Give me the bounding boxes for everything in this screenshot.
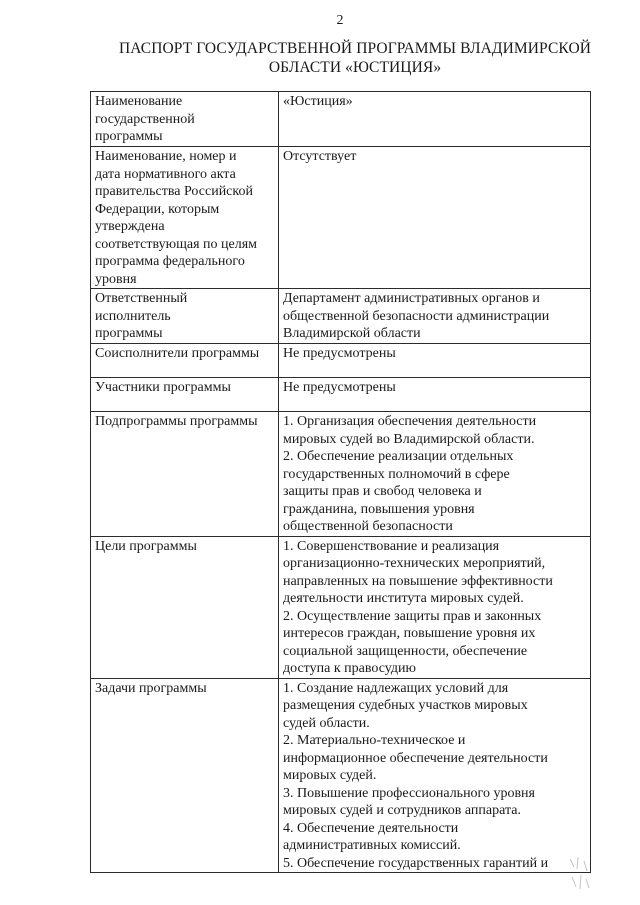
row-value-line: мировых судей. <box>283 768 377 783</box>
row-label-line: утверждена <box>95 219 165 234</box>
program-passport-table <box>90 91 591 873</box>
document-title <box>90 39 620 77</box>
row-label-line: уровня <box>95 271 137 287</box>
row-label-line: программы <box>95 326 163 341</box>
row-value-line: 1. Создание надлежащих условий для <box>283 680 509 696</box>
row-label-line: Наименование, номер и <box>95 149 237 164</box>
row-value-line: направленных на повышение эффективности <box>283 573 553 589</box>
row-label-line: Задачи программы <box>95 680 207 696</box>
row-label-line: Соисполнители программы <box>95 346 260 361</box>
row-value-line: административных комиссий. <box>283 838 461 853</box>
row-value-line: Владимирской области <box>283 326 421 341</box>
row-value-line: судей области. <box>283 715 370 731</box>
row-label-cell <box>91 92 279 147</box>
row-label-line: Наименование <box>95 94 183 109</box>
row-value-line: общественной безопасности администрации <box>283 308 550 324</box>
row-value-line: «Юстиция» <box>283 94 353 109</box>
document-title-line: ОБЛАСТИ «ЮСТИЦИЯ» <box>268 59 442 76</box>
row-value-cell <box>279 678 591 873</box>
row-value-line: интересов граждан, повышение уровня их <box>283 626 536 641</box>
row-value-line: Отсутствует <box>283 149 357 164</box>
row-value-line: информационное обеспечение деятельности <box>283 750 548 766</box>
table-row-program-name <box>91 92 591 147</box>
row-value-line: Департамент административных органов и <box>283 291 540 306</box>
row-value-line: гражданина, повышения уровня <box>283 501 475 517</box>
row-value-line: 5. Обеспечение государственных гарантий и <box>283 855 549 871</box>
row-value-line: Не предусмотрены <box>283 380 396 395</box>
row-label-cell <box>91 289 279 344</box>
table-row-responsible-executor <box>91 289 591 344</box>
row-value-line: деятельности института мировых судей. <box>283 591 524 606</box>
row-value-line: размещения судебных участков мировых <box>283 698 528 713</box>
row-label-line: Подпрограммы программы <box>95 414 258 429</box>
row-value-cell <box>279 536 591 678</box>
row-label-line: правительства Российской <box>95 184 253 199</box>
row-value-line: мировых судей во Владимирской области. <box>283 431 535 447</box>
row-value-line: общественной безопасности <box>283 519 453 534</box>
row-label-line: дата нормативного акта <box>95 166 236 182</box>
row-label-line: соответствующая по целям <box>95 236 258 252</box>
row-label-line: программа федерального <box>95 254 245 269</box>
row-label-cell <box>91 678 279 873</box>
row-value-cell <box>279 92 591 147</box>
row-label-cell <box>91 147 279 289</box>
row-value-line: 1. Организация обеспечения деятельности <box>283 414 537 429</box>
table-row-goals <box>91 536 591 678</box>
row-value-line: Не предусмотрены <box>283 346 396 361</box>
row-value-line: мировых судей и сотрудников аппарата. <box>283 803 521 818</box>
row-value-line: 4. Обеспечение деятельности <box>283 820 459 836</box>
row-value-line: 3. Повышение профессионального уровня <box>283 785 535 801</box>
page-number: 2 <box>336 13 344 28</box>
row-value-line: 2. Обеспечение реализации отдельных <box>283 449 514 464</box>
row-value-line: доступа к правосудию <box>283 661 416 676</box>
row-value-cell <box>279 378 591 412</box>
table-row-subprograms <box>91 412 591 537</box>
row-label-line: программы <box>95 129 163 144</box>
table-row-co-executors <box>91 344 591 378</box>
row-value-cell <box>279 344 591 378</box>
row-label-line: государственной <box>95 111 195 127</box>
row-value-line: 2. Материально-техническое и <box>283 733 466 748</box>
table-row-tasks <box>91 678 591 873</box>
document-title-line: ПАСПОРТ ГОСУДАРСТВЕННОЙ ПРОГРАММЫ ВЛАДИМИРСКОЙ <box>118 40 592 57</box>
row-label-line: Цели программы <box>95 538 197 554</box>
row-value-line: организационно-технических мероприятий, <box>283 556 546 571</box>
row-value-line: 2. Осуществление защиты прав и законных <box>283 608 542 624</box>
row-label-line: Федерации, которым <box>95 201 220 217</box>
row-label-cell <box>91 536 279 678</box>
scan-artifact-mark <box>566 853 592 893</box>
row-label-line: Ответственный <box>95 291 188 306</box>
table-row-participants <box>91 378 591 412</box>
row-value-line: 1. Совершенствование и реализация <box>283 538 500 554</box>
row-value-cell <box>279 147 591 289</box>
row-value-line: социальной защищенности, обеспечение <box>283 643 528 659</box>
row-label-line: исполнитель <box>95 308 171 324</box>
row-value-cell <box>279 412 591 537</box>
table-row-federal-act <box>91 147 591 289</box>
row-label-cell <box>91 412 279 537</box>
row-label-cell <box>91 378 279 412</box>
row-value-line: защиты прав и свобод человека и <box>283 484 482 499</box>
row-value-cell <box>279 289 591 344</box>
row-value-line: государственных полномочий в сфере <box>283 466 510 482</box>
row-label-cell <box>91 344 279 378</box>
row-label-line: Участники программы <box>95 380 231 395</box>
